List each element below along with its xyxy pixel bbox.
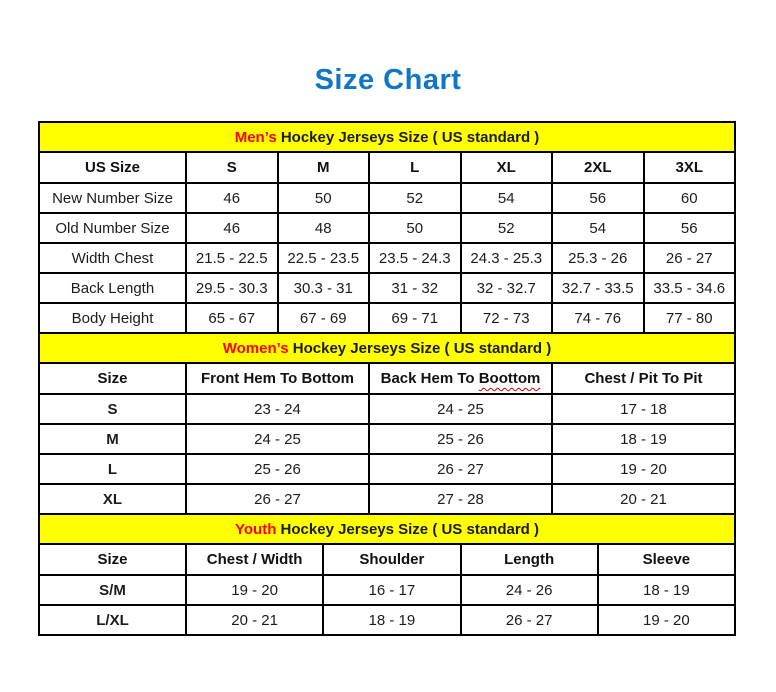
data-cell: 56 bbox=[644, 213, 736, 243]
data-cell: 65 - 67 bbox=[186, 303, 278, 333]
size-chart-table bbox=[38, 121, 736, 636]
data-cell: 52 bbox=[369, 183, 461, 213]
data-cell: 19 - 20 bbox=[186, 575, 323, 605]
data-cell: 69 - 71 bbox=[369, 303, 461, 333]
data-cell: 26 - 27 bbox=[644, 243, 736, 273]
misspelled-word: Boottom bbox=[478, 370, 541, 387]
row-label: M bbox=[39, 424, 186, 454]
data-cell: 77 - 80 bbox=[644, 303, 736, 333]
header-cell: S bbox=[186, 152, 278, 183]
header-cell: XL bbox=[461, 152, 553, 183]
data-cell: 22.5 - 23.5 bbox=[278, 243, 370, 273]
header-row bbox=[39, 363, 735, 394]
table-row bbox=[39, 183, 735, 213]
header-cell: Chest / Width bbox=[186, 544, 323, 575]
data-cell: 19 - 20 bbox=[552, 454, 735, 484]
data-cell: 72 - 73 bbox=[461, 303, 553, 333]
header-cell: L bbox=[369, 152, 461, 183]
row-label: L/XL bbox=[39, 605, 186, 635]
table-row bbox=[39, 394, 735, 424]
header-cell: M bbox=[278, 152, 370, 183]
row-label: L bbox=[39, 454, 186, 484]
data-cell: 26 - 27 bbox=[369, 454, 552, 484]
data-cell: 24 - 25 bbox=[369, 394, 552, 424]
data-cell: 25 - 26 bbox=[369, 424, 552, 454]
row-label: Old Number Size bbox=[39, 213, 186, 243]
data-cell: 23 - 24 bbox=[186, 394, 369, 424]
row-label: S bbox=[39, 394, 186, 424]
header-cell: 3XL bbox=[644, 152, 736, 183]
table-row bbox=[39, 575, 735, 605]
header-cell: Size bbox=[39, 363, 186, 394]
header-cell: Sleeve bbox=[598, 544, 735, 575]
data-cell: 20 - 21 bbox=[552, 484, 735, 514]
table-row bbox=[39, 303, 735, 333]
table-row bbox=[39, 243, 735, 273]
table-row bbox=[39, 273, 735, 303]
data-cell: 52 bbox=[461, 213, 553, 243]
header-cell: Shoulder bbox=[323, 544, 460, 575]
data-cell: 20 - 21 bbox=[186, 605, 323, 635]
data-cell: 26 - 27 bbox=[461, 605, 598, 635]
data-cell: 24 - 26 bbox=[461, 575, 598, 605]
table-row bbox=[39, 605, 735, 635]
data-cell: 25.3 - 26 bbox=[552, 243, 644, 273]
data-cell: 24 - 25 bbox=[186, 424, 369, 454]
data-cell: 54 bbox=[552, 213, 644, 243]
data-cell: 18 - 19 bbox=[552, 424, 735, 454]
data-cell: 33.5 - 34.6 bbox=[644, 273, 736, 303]
data-cell: 46 bbox=[186, 213, 278, 243]
section-title-mens: Men’s Hockey Jerseys Size ( US standard ) bbox=[39, 122, 735, 152]
section-title-accent: Men’s bbox=[234, 128, 277, 146]
page-title: Size Chart bbox=[314, 64, 462, 96]
row-label: XL bbox=[39, 484, 186, 514]
data-cell: 74 - 76 bbox=[552, 303, 644, 333]
size-chart-body bbox=[39, 122, 735, 635]
section-title-youth: Youth Hockey Jerseys Size ( US standard ) bbox=[39, 514, 735, 544]
data-cell: 17 - 18 bbox=[552, 394, 735, 424]
row-label: Back Length bbox=[39, 273, 186, 303]
data-cell: 31 - 32 bbox=[369, 273, 461, 303]
data-cell: 27 - 28 bbox=[369, 484, 552, 514]
data-cell: 48 bbox=[278, 213, 370, 243]
data-cell: 19 - 20 bbox=[598, 605, 735, 635]
row-label: New Number Size bbox=[39, 183, 186, 213]
data-cell: 46 bbox=[186, 183, 278, 213]
header-cell: 2XL bbox=[552, 152, 644, 183]
data-cell: 29.5 - 30.3 bbox=[186, 273, 278, 303]
table-row bbox=[39, 454, 735, 484]
table-row bbox=[39, 484, 735, 514]
header-cell: Back Hem To Boottom bbox=[369, 363, 552, 394]
header-cell: US Size bbox=[39, 152, 186, 183]
header-cell: Chest / Pit To Pit bbox=[552, 363, 735, 394]
data-cell: 21.5 - 22.5 bbox=[186, 243, 278, 273]
section-title-accent: Youth bbox=[235, 520, 277, 538]
data-cell: 24.3 - 25.3 bbox=[461, 243, 553, 273]
data-cell: 18 - 19 bbox=[323, 605, 460, 635]
data-cell: 30.3 - 31 bbox=[278, 273, 370, 303]
row-label: Body Height bbox=[39, 303, 186, 333]
data-cell: 25 - 26 bbox=[186, 454, 369, 484]
table-row bbox=[39, 213, 735, 243]
header-row bbox=[39, 544, 735, 575]
header-cell: Length bbox=[461, 544, 598, 575]
section-band-row bbox=[39, 122, 735, 152]
data-cell: 54 bbox=[461, 183, 553, 213]
section-title-womens: Women’s Hockey Jerseys Size ( US standard ) bbox=[39, 333, 735, 363]
section-band-row bbox=[39, 514, 735, 544]
data-cell: 18 - 19 bbox=[598, 575, 735, 605]
table-row bbox=[39, 424, 735, 454]
row-label: Width Chest bbox=[39, 243, 186, 273]
header-cell: Size bbox=[39, 544, 186, 575]
data-cell: 32 - 32.7 bbox=[461, 273, 553, 303]
data-cell: 23.5 - 24.3 bbox=[369, 243, 461, 273]
row-label: S/M bbox=[39, 575, 186, 605]
data-cell: 50 bbox=[278, 183, 370, 213]
data-cell: 67 - 69 bbox=[278, 303, 370, 333]
data-cell: 50 bbox=[369, 213, 461, 243]
data-cell: 16 - 17 bbox=[323, 575, 460, 605]
section-title-accent: Women’s bbox=[222, 339, 289, 357]
data-cell: 32.7 - 33.5 bbox=[552, 273, 644, 303]
section-band-row bbox=[39, 333, 735, 363]
data-cell: 26 - 27 bbox=[186, 484, 369, 514]
header-row bbox=[39, 152, 735, 183]
data-cell: 56 bbox=[552, 183, 644, 213]
data-cell: 60 bbox=[644, 183, 736, 213]
header-cell: Front Hem To Bottom bbox=[186, 363, 369, 394]
